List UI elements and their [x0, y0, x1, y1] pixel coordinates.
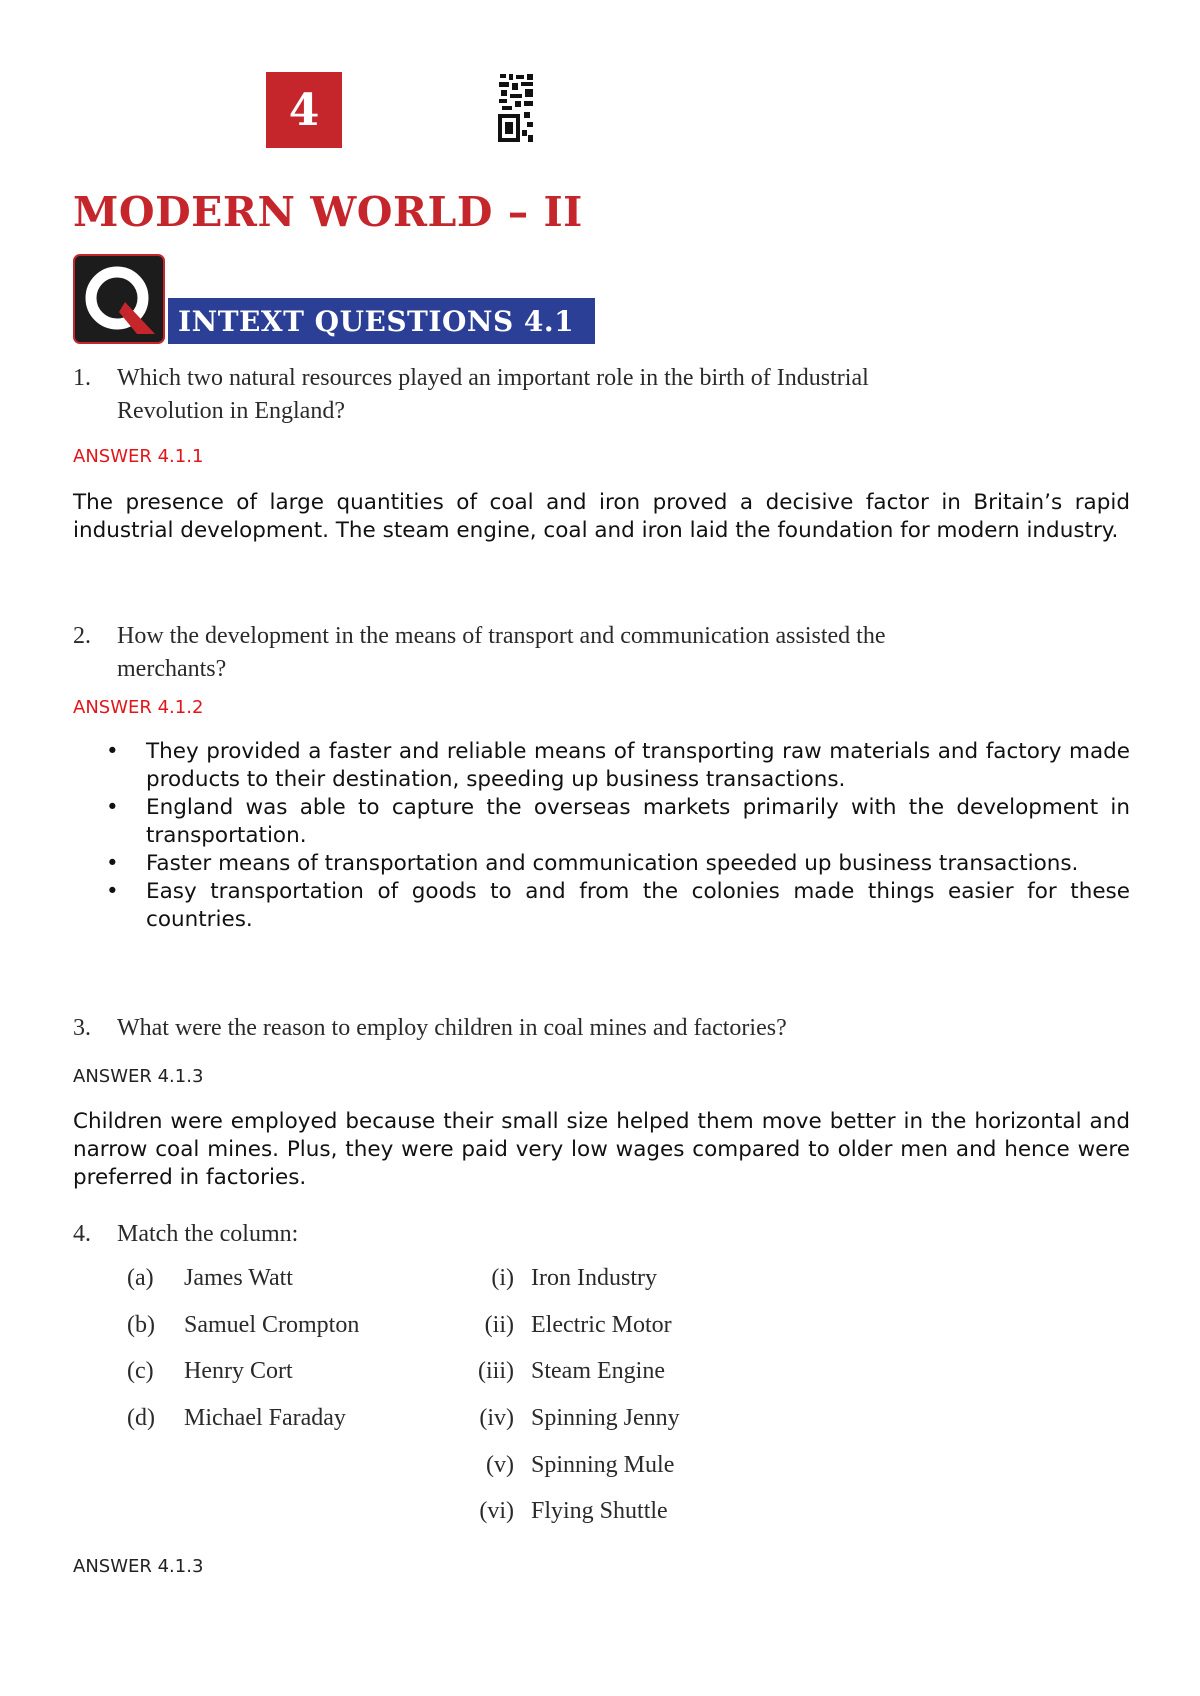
list-item: • Easy transportation of goods to and from the colonies made things easier for these countries.: [106, 879, 1130, 932]
answer-label-1: ANSWER 4.1.1: [73, 446, 204, 467]
question-number: 1.: [73, 365, 91, 391]
q-icon: [73, 254, 165, 344]
question-3: [73, 1012, 973, 1045]
answer-3-text: Children were employed because their small size helped them move better in the horizontal and narrow coal mines. Plus, they were paid very low wages compared to older men and hence were preferred in factories.: [73, 1109, 1130, 1190]
question-text: Which two natural resources played an important role in the birth of Industrial Revolution in England?: [117, 365, 869, 424]
answer-1-text: The presence of large quantities of coal and iron proved a decisive factor in Britain’s rapid industrial development. The steam engine, coal and iron laid the foundation for modern industry.: [73, 490, 1130, 543]
question-2: [73, 620, 973, 686]
answer-label-3: ANSWER 4.1.3: [73, 1066, 204, 1087]
list-item: • Faster means of transportation and communication speeded up business transactions.: [106, 851, 1079, 876]
answer-2-bullets: [73, 738, 1130, 934]
answer-label-2: ANSWER 4.1.2: [73, 697, 204, 718]
list-item: • They provided a faster and reliable means of transporting raw materials and factory made products to their destination, speeding up business transactions.: [106, 739, 1130, 792]
question-number: 4.: [73, 1221, 91, 1247]
intext-questions-banner: INTEXT QUESTIONS 4.1: [168, 298, 595, 344]
question-text: Match the column:: [117, 1221, 299, 1247]
question-text: How the development in the means of transport and communication assisted the merchants?: [117, 623, 886, 682]
question-text: What were the reason to employ children in coal mines and factories?: [117, 1015, 787, 1041]
chapter-title: MODERN WORLD – II: [73, 188, 583, 236]
qr-code-icon: [497, 72, 535, 144]
question-number: 2.: [73, 623, 91, 649]
list-item: • England was able to capture the overseas markets primarily with the development in transportation.: [106, 795, 1130, 848]
answer-label-4: ANSWER 4.1.3: [73, 1556, 204, 1577]
document-page: 4 MODERN WORLD – II INTEXT QUESTIONS 4.1 1. Which two natural resources played an important role in the birth of Industrial Revolution in England? ANSWER 4.1.1 The presence of large quantities of coal and iron proved a decisive factor in Britain’s rapid industrial development. The steam engine, coal and iron laid the foundation for modern industry. 2. How the development in the means of transport and communication assisted the merchants? ANSWER 4.1.2 • They provided a faster and reliable means of transporting raw materials and factory made products to their destination, speeding up business transactions. • England was able to capture the overseas markets primarily with the development in transportation. • Faster means of transportation and communication speeded up business transactions. • Easy transportation of goods to and from the colonies made things easier for these countries. 3. What were the reason to employ children in coal mines and factories? ANSWER 4.1.3 Children were employed because their small size helped them move better in the horizontal and narrow coal mines. Plus, they were paid very low wages compared to older men and hence were preferred in factories. 4. Match the column: (a) James Watt (i) Iron Industry (b) Samuel Crompton (ii) Electric Motor (c) Henry Cort (iii) Steam Engine (d) Michael Faraday (iv) Spinning Jenny (v) Spinning Mule (vi) Flying Shuttle ANSWER 4.1.3: [0, 0, 1200, 1696]
chapter-number-box: 4: [266, 72, 342, 148]
question-1: [73, 362, 973, 428]
question-number: 3.: [73, 1015, 91, 1041]
question-4: [73, 1218, 973, 1251]
